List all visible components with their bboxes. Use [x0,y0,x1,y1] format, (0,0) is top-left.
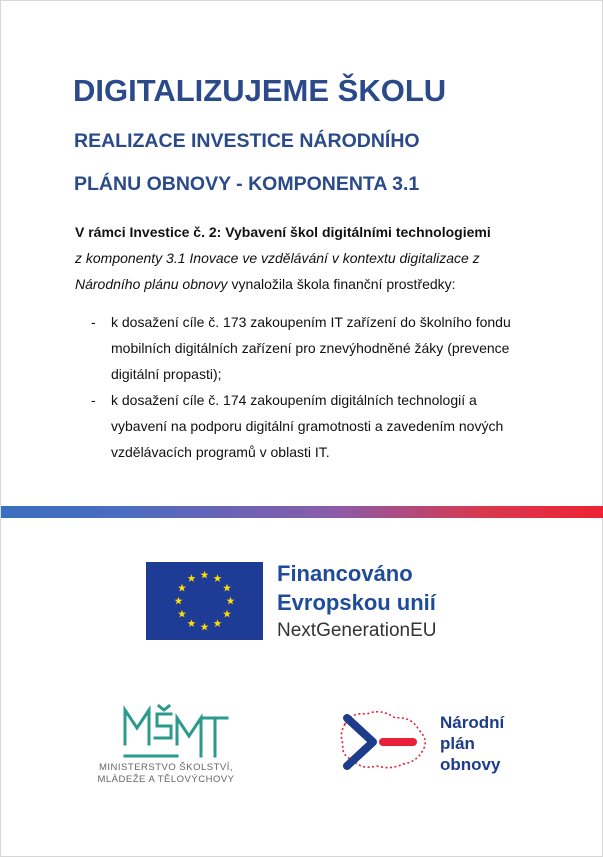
bullet-dash: - [91,392,96,408]
eu-star-icon [201,571,209,579]
subtitle-line-2: PLÁNU OBNOVY - KOMPONENTA 3.1 [74,173,420,195]
subtitle-line-1: REALIZACE INVESTICE NÁRODNÍHO [74,130,420,152]
eu-star-icon [223,584,231,592]
eu-star-icon [178,610,186,618]
intro-italic: z komponenty 3.1 Inovace ve vzdělávání v kontextu digitalizace z Národního plánu obnovy [75,250,480,292]
page-title: DIGITALIZUJEME ŠKOLU [73,73,447,108]
npo-line3: obnovy [440,755,501,774]
npo-line1: Národní [440,713,505,732]
intro-bold: V rámci Investice č. 2: Vybavení škol digitálními technologiemi [75,224,491,240]
eu-funded-line1: Financováno [277,561,413,586]
eu-star-icon [188,619,196,627]
eu-star-icon [214,574,222,582]
list-item [91,309,531,387]
intro-paragraph [75,219,545,297]
eu-star-icon [227,597,235,605]
eu-star-icon [188,574,196,582]
eu-star-icon [201,623,209,631]
gradient-divider [1,506,603,518]
eu-flag-icon [146,562,263,640]
msmt-name-line1: MINISTERSTVO ŠKOLSTVÍ, [99,762,233,773]
eu-star-icon [214,619,222,627]
intro-rest: vynaložila škola finanční prostředky: [227,276,456,292]
eu-star-icon [223,610,231,618]
eu-funded-line2: Evropskou unií [277,590,436,615]
msmt-name-line2: MLÁDEŽE A TĚLOVÝCHOVY [97,774,235,785]
eu-star-icon [178,584,186,592]
eu-star-icon [175,597,183,605]
list-item-text: k dosažení cíle č. 173 zakoupením IT zařízení do školního fondu mobilních digitálních zařízení pro znevýhodněné žáky (prevence digitální propasti); [111,314,511,382]
npo-line2: plán [440,734,475,753]
eu-nextgen: NextGenerationEU [277,620,437,641]
list-item-text: k dosažení cíle č. 174 zakoupením digitálních technologií a vybavení na podporu digitální gramotnosti a zavedením nových vzdělávacích programů v oblasti IT. [111,392,504,460]
goals-list [91,309,531,465]
list-item [91,387,531,465]
eu-stars-icon [146,562,263,640]
bullet-dash: - [91,314,96,330]
npo-logo-icon [331,704,431,776]
